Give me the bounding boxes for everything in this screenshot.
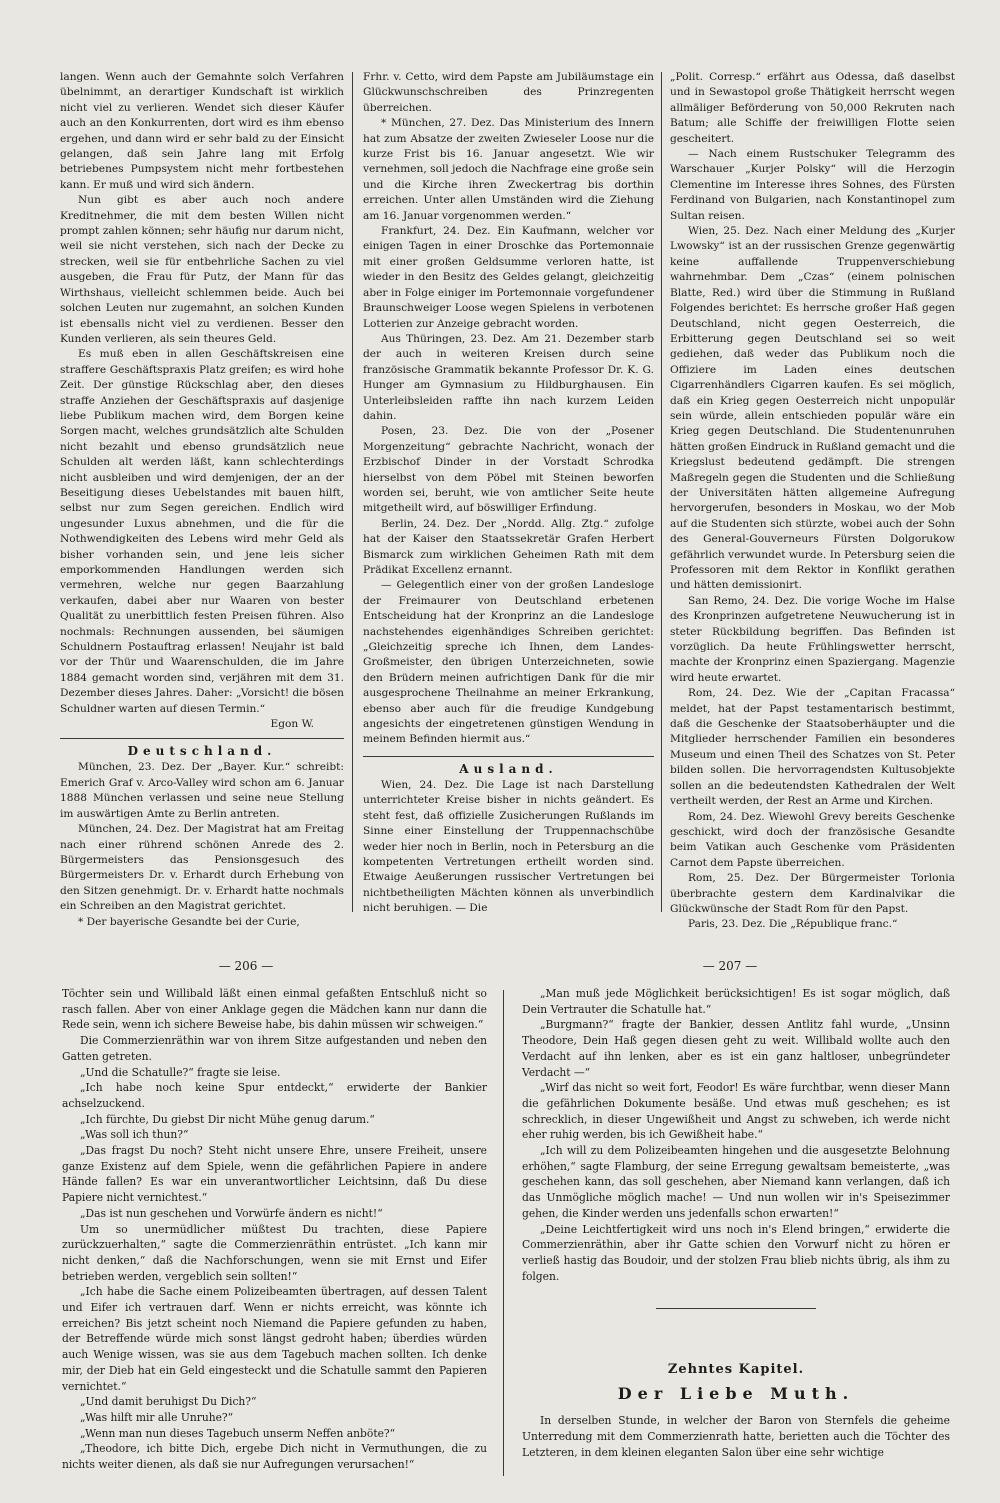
paragraph: „Deine Leichtfertigkeit wird uns noch in's Elend bringen,“ erwiderte die Commerzienräthin, aber ihr Gatte schien den Vorwurf nicht zu hören er verließ hastig das Boudoir, und der stolzen Frau blieb nichts übrig, als ihm zu folgen.	[522, 1222, 950, 1283]
paragraph: langen. Wenn auch der Gemahnte solch Verfahren übelnimmt, an derartiger Kundschaft ist wirklich nicht viel zu verlieren. Wendet sich dieser Käufer auch an den Konkurrenten, dort wird es ihm ebenso ergehen, und dann wird er sehr bald zu der Einsicht gelangen, daß sein Jahre lang mit Erfolg betriebenes Pumpsystem nicht mehr fortbestehen kann. Er muß und wird sich ändern.	[60, 71, 344, 191]
paragraph: Um so unermüdlicher müßtest Du trachten, diese Papiere zurückzuerhalten,“ sagte die Commerzienräthin entrüstet. „Ich kann mir nicht denken,“ daß die Nachforschungen, wenn sie mit Ernst und Eifer betrieben werden, vergeblich sein sollten!“	[62, 1222, 487, 1283]
chapter-number: Zehntes Kapitel.	[667, 1362, 805, 1378]
paragraph: — Gelegentlich einer von der großen Landesloge der Freimaurer von Deutschland erbetenen Entscheidung hat der Kronprinz an die Landesloge nachstehendes eigenhändiges Schreiben gerichtet: „Gleichzeitig spreche ich Ihnen, dem Landes-Großmeister, den übrigen Unterzeichneten, sowie den Brüdern meinen aufrichtigen Dank für die mir ausgesprochene Theilnahme an meiner Erkrankung, ebenso aber auch für die freudige Kundgebung angesichts der eingetretenen günstigen Wendung in meinem Befinden hiermit aus.“	[363, 579, 654, 746]
paragraph: Die Commerzienräthin war von ihrem Sitze aufgestanden und neben den Gatten getreten.	[62, 1034, 487, 1063]
paragraph: „Ich habe noch keine Spur entdeckt,“ erwiderte der Bankier achselzuckend.	[62, 1081, 487, 1110]
paragraph: München, 24. Dez. Der Magistrat hat am Freitag nach einer rührend schönen Anrede des 2. Bürgermeisters das Pensionsgesuch des Bürgermeisters Dr. v. Erhardt durch Erhebung von den Sitzen genehmigt. Dr. v. Erhardt hatte nochmals ein Schreiben an den Magistrat gerichtet.	[60, 823, 344, 913]
paragraph: Paris, 23. Dez. Die „République franc.“	[688, 918, 898, 931]
paragraph: „Was hilft mir alle Unruhe?“	[80, 1410, 234, 1424]
paragraph: „Theodore, ich bitte Dich, ergebe Dich nicht in Vermuthungen, die zu nichts weiter dienen, als daß sie nur Aufregungen verursachen!“	[62, 1442, 487, 1472]
paragraph: „Ich habe die Sache einem Polizeibeamten übertragen, auf dessen Talent und Eifer ich vertrauen darf. Wenn er nichts erreicht, was könnte ich erreichen? Bis jetzt scheint noch Niemand die Papiere gefunden zu haben, der Betreffende würde mich sonst längst gedroht haben; überdies würden auch Wenige wissen, was sie aus dem Tagebuch machen sollten. Ich denke mir, der Dieb hat ein Geld eingesteckt und die Schatulle sammt den Papieren vernichtet.“	[62, 1285, 487, 1393]
paragraph: Töchter sein und Willibald läßt einen einmal gefaßten Entschluß nicht so rasch fallen. Aber von einer Anklage gegen die Mädchen kann nur dann die Rede sein, wenn ich sichere Beweise habe, bis dahin müssen wir schweigen.“	[62, 987, 487, 1032]
paragraph: München, 23. Dez. Der „Bayer. Kur.“ schreibt: Emerich Graf v. Arco-Valley wird schon am 6. Januar 1888 München verlassen und seine neue Stellung im auswärtigen Amte zu Berlin antreten.	[60, 761, 344, 820]
section-heading: Deutschland.	[60, 738, 344, 760]
paragraph: Berlin, 24. Dez. Der „Nordd. Allg. Ztg.“ zufolge hat der Kaiser den Staatssekretär Grafen Herbert Bismarck zum wirklichen Geheimen Rath mit dem Prädikat Excellenz ernannt.	[363, 517, 654, 576]
paragraph: „Wenn man nun dieses Tagebuch unserm Neffen anböte?“	[80, 1426, 396, 1440]
paragraph: In derselben Stunde, in welcher der Baron von Sternfels die geheime Unterredung mit dem Commerzienrath hatte, berietten auch die Töchter des Letzteren, in dem kleinen eleganten Salon über eine sehr wichtige	[522, 1414, 950, 1459]
paragraph: Aus Thüringen, 23. Dez. Am 21. Dezember starb der auch in weiteren Kreisen durch seine französische Grammatik bekannte Professor Dr. K. G. Hunger am Gymnasium zu Hildburghausen. Ein Unterleibsleiden raffte ihn nach kurzem Leiden dahin.	[363, 332, 654, 422]
paragraph: „Wirf das nicht so weit fort, Feodor! Es wäre furchtbar, wenn dieser Mann die gefährlichen Dokumente besäße. Und etwas muß geschehen; es ist schrecklich, in dieser Ungewißheit und Angst zu schweben, ich werde nicht eher ruhig werden, bis ich Gewißheit habe.“	[522, 1081, 950, 1142]
paragraph: „Ich fürchte, Du giebst Dir nicht Mühe genug darum.“	[80, 1112, 375, 1126]
paragraph: * Der bayerische Gesandte bei der Curie,	[78, 915, 300, 928]
column-rule-1	[352, 72, 353, 912]
paragraph: Frhr. v. Cetto, wird dem Papste am Jubiläumstage ein Glückwunschschreiben des Prinzregenten überreichen.	[363, 71, 654, 114]
chapter-divider-rule	[656, 1308, 816, 1309]
upper-column-3	[670, 70, 955, 931]
paragraph: „Burgmann?“ fragte der Bankier, dessen Antlitz fahl wurde, „Unsinn Theodore, Dein Haß gegen diesen geht zu weit. Willibald wollte auch den Verdacht auf ihn lenken, aber es ist ein ganz haltloser, unbegründeter Verdacht —“	[522, 1018, 950, 1079]
paragraph: „Was soll ich thun?“	[80, 1128, 189, 1142]
upper-column-2	[363, 70, 654, 915]
paragraph: Frankfurt, 24. Dez. Ein Kaufmann, welcher vor einigen Tagen in einer Droschke das Portemonnaie mit einer großen Geldsumme verloren hatte, ist wieder in den Besitz des Geldes gelangt, gleichzeitig aber in Folge einiger im Portemonnaie vorgefundener Braunschweiger Loose wegen Spielens in verbotenen Lotterien zur Anzeige gebracht worden.	[363, 225, 654, 330]
paragraph: Rom, 24. Dez. Wiewohl Grevy bereits Geschenke geschickt, wird doch der französische Gesandte beim Vatikan auch Geschenke vom Präsidenten Carnot dem Papste überreichen.	[670, 810, 955, 869]
paragraph: Nun gibt es aber auch noch andere Kreditnehmer, die mit dem besten Willen nicht prompt zahlen können; sehr häufig nur darum nicht, weil sie nicht verstehen, sich nach der Decke zu strecken, weil sie für entbehrliche Sachen zu viel ausgeben, die Frau für Putz, der Mann für das Wirthshaus, vielleicht schlemmen beide. Auch bei solchen Leuten nur zugemahnt, an solchen Kunden ist ebensalls nicht viel zu verdienen. Besser den Kunden verlieren, als sein theures Geld.	[60, 194, 344, 345]
column-rule-2	[661, 72, 662, 912]
paragraph: Es muß eben in allen Geschäftskreisen eine straffere Geschäftspraxis Platz greifen; es wird hohe Zeit. Der günstige Rückschlag aber, den dieses straffe Anziehen der Geschäftspraxis auf dasjenige liebe Publikum machen wird, dem Borgen keine Sorgen macht, welches grundsätzlich alte Schulden nicht bezahlt und ebenso grundsätzlich neue Schulden alt werden läßt, kann schlechterdings nicht ausbleiben und wird demjenigen, der an der Beseitigung dieses Uebelstandes mit bauen hilft, selbst nur zum Segen gereichen. Endlich wird ungesunder Luxus abnehmen, und die für die Nothwendigkeiten des Lebens wird mehr Geld als bisher vorhanden sein, und jene leis sicher emporkommenden Handlungen werden sich vermehren, welche nur gegen Baarzahlung verkaufen, dabei aber nur Waaren von bester Qualität zu unerbittlich festen Preisen führen. Also nochmals: Rechnungen aussenden, bei säumigen Schuldnern Postauftrag erlassen! Neujahr ist bald vor der Thür und Waarenschulden, die im Jahre 1884 gemacht worden sind, verjähren mit dem 31. Dezember dieses Jahres. Daher: „Vorsicht! die bösen Schuldner warten auf diesen Termin.“	[60, 348, 344, 715]
page-number-right: — 207 —	[702, 959, 758, 973]
paragraph: Wien, 25. Dez. Nach einer Meldung des „Kurjer Lwowsky“ ist an der russischen Grenze gegenwärtig keine auffallende Truppenverschiebung wahrnehmbar. Dem „Czas“ (einem polnischen Blatte, Red.) wird über die Stimmung in Rußland Folgendes berichtet: Es herrsche großer Haß gegen Deutschland, nicht gegen Oesterreich, die Erbitterung gegen Deutschland sei so weit gediehen, daß weder das Publikum noch die Offiziere im Laden eines deutschen Cigarrenhändlers Cigarren kaufen. Es sei möglich, daß ein Krieg gegen Oesterreich nicht unpopulär sein würde, allein entschieden populär wäre ein Krieg gegen Deutschland. Die Studentenunruhen hätten großen Eindruck in Rußland gemacht und die Kriegslust bedeutend gedämpft. Die strengen Maßregeln gegen die Studenten und die Schließung der Universitäten hätten allgemeine Aufregung hervorgerufen, besonders in Moskau, wo der Mob auf die Studenten sich stürzte, wobei auch der Sohn des General-Gouverneurs Fürsten Dolgorukow gefährlich verwundet wurde. In Petersburg seien die Professoren mit dem Rektor in Konflikt gerathen und hätten demissionirt.	[670, 225, 955, 592]
paragraph: „Man muß jede Möglichkeit berücksichtigen! Es ist sogar möglich, daß Dein Vertrauter die Schatulle hat.“	[522, 987, 950, 1016]
paragraph: — Nach einem Rustschuker Telegramm des Warschauer „Kurjer Polsky“ will die Herzogin Clementine im Interesse ihres Sohnes, des Fürsten Ferdinand von Bulgarien, nach Konstantinopel zum Sultan reisen.	[670, 148, 955, 222]
paragraph: „Ich will zu dem Polizeibeamten hingehen und die ausgesetzte Belohnung erhöhen,“ sagte Flamburg, der seine Erregung gewaltsam bemeisterte, „was geschehen kann, das soll geschehen, aber Niemand kann verlangen, daß ich das Unmögliche möglich mache! — Und nun wollen wir in's Speisezimmer gehen, die Kinder werden uns jedenfalls schon erwarten!“	[522, 1144, 950, 1220]
lower-column-rule	[503, 990, 504, 1476]
paragraph: „Das fragst Du noch? Steht nicht unsere Ehre, unsere Freiheit, unsere ganze Existenz auf dem Spiele, wenn die gefährlichen Papiere in andere Hände fallen? Es war ein unverantwortlicher Leichtsinn, daß Du diese Papiere nicht vernichtest.“	[62, 1144, 487, 1205]
paragraph: Posen, 23. Dez. Die von der „Posener Morgenzeitung“ gebrachte Nachricht, wonach der Erzbischof Dinder in der Vorstadt Schrodka hierselbst von dem Pöbel mit Steinen beworfen worden sei, beruht, wie von amtlicher Seite heute mitgetheilt wird, auf böswilliger Erfindung.	[363, 425, 654, 515]
chapter-title: Der Liebe Muth.	[617, 1384, 855, 1404]
upper-column-1	[60, 70, 344, 928]
paragraph: Rom, 25. Dez. Der Bürgermeister Torlonia überbrachte gestern dem Kardinalvikar die Glückwünsche der Stadt Rom für den Papst.	[670, 872, 955, 915]
author-signature: Egon W.	[270, 718, 314, 731]
paragraph: „Und die Schatulle?“ fragte sie leise.	[80, 1065, 281, 1079]
lower-column-right	[522, 986, 950, 1476]
paragraph: „Und damit beruhigst Du Dich?“	[80, 1395, 257, 1409]
paragraph: Wien, 24. Dez. Die Lage ist nach Darstellung unterrichteter Kreise bisher in nichts geändert. Es steht fest, daß offizielle Zusicherungen Rußlands im Sinne einer Einstellung der Truppennachschübe weder hier noch in Berlin, noch in Petersburg an die kompetenten Vertretungen ertheilt worden sind. Etwaige Aeußerungen russischer Vertretungen bei nichtbetheiligten Mächten können als unverbindlich nicht beruhigen. — Die	[363, 778, 654, 915]
paragraph: * München, 27. Dez. Das Ministerium des Innern hat zum Absatze der zweiten Zwieseler Loose nur die kurze Frist bis 16. Januar angesetzt. Wie wir vernehmen, soll jedoch die Nachfrage eine große sein und die Kirche ihren Zweckertrag bis dorthin erreichen. Unter allen Umständen wird die Ziehung am 16. Januar vorgenommen werden.“	[363, 117, 654, 222]
page-number-left: — 206 —	[218, 959, 274, 973]
lower-column-left	[62, 986, 487, 1476]
paragraph: Rom, 24. Dez. Wie der „Capitan Fracassa“ meldet, hat der Papst testamentarisch bestimmt, daß die Geschenke der Staatsoberhäupter und die Mitglieder herrschender Familien ein besonderes Museum und einen Theil des Schatzes von St. Peter bilden sollen. Die hervorragendsten Kultusobjekte sollen an die bedeutendsten Kathedralen der Welt vertheilt werden, der Rest an Arme und Kirchen.	[670, 687, 955, 808]
section-heading: Ausland.	[363, 756, 654, 778]
paragraph: „Polit. Corresp.“ erfährt aus Odessa, daß daselbst und in Sewastopol große Thätigkeit herrscht wegen allmäliger Beförderung von 50,000 Rekruten nach Batum; alle Schiffe der freiwilligen Flotte seien gescheitert.	[670, 71, 955, 145]
paragraph: „Das ist nun geschehen und Vorwürfe ändern es nicht!“	[80, 1206, 383, 1220]
paragraph: San Remo, 24. Dez. Die vorige Woche im Halse des Kronprinzen aufgetretene Neuwucherung ist in steter Rückbildung begriffen. Das Befinden ist vorzüglich. Da heute Frühlingswetter herrscht, machte der Kronprinz einen Spaziergang. Magenzie wird heute erwartet.	[670, 594, 955, 684]
